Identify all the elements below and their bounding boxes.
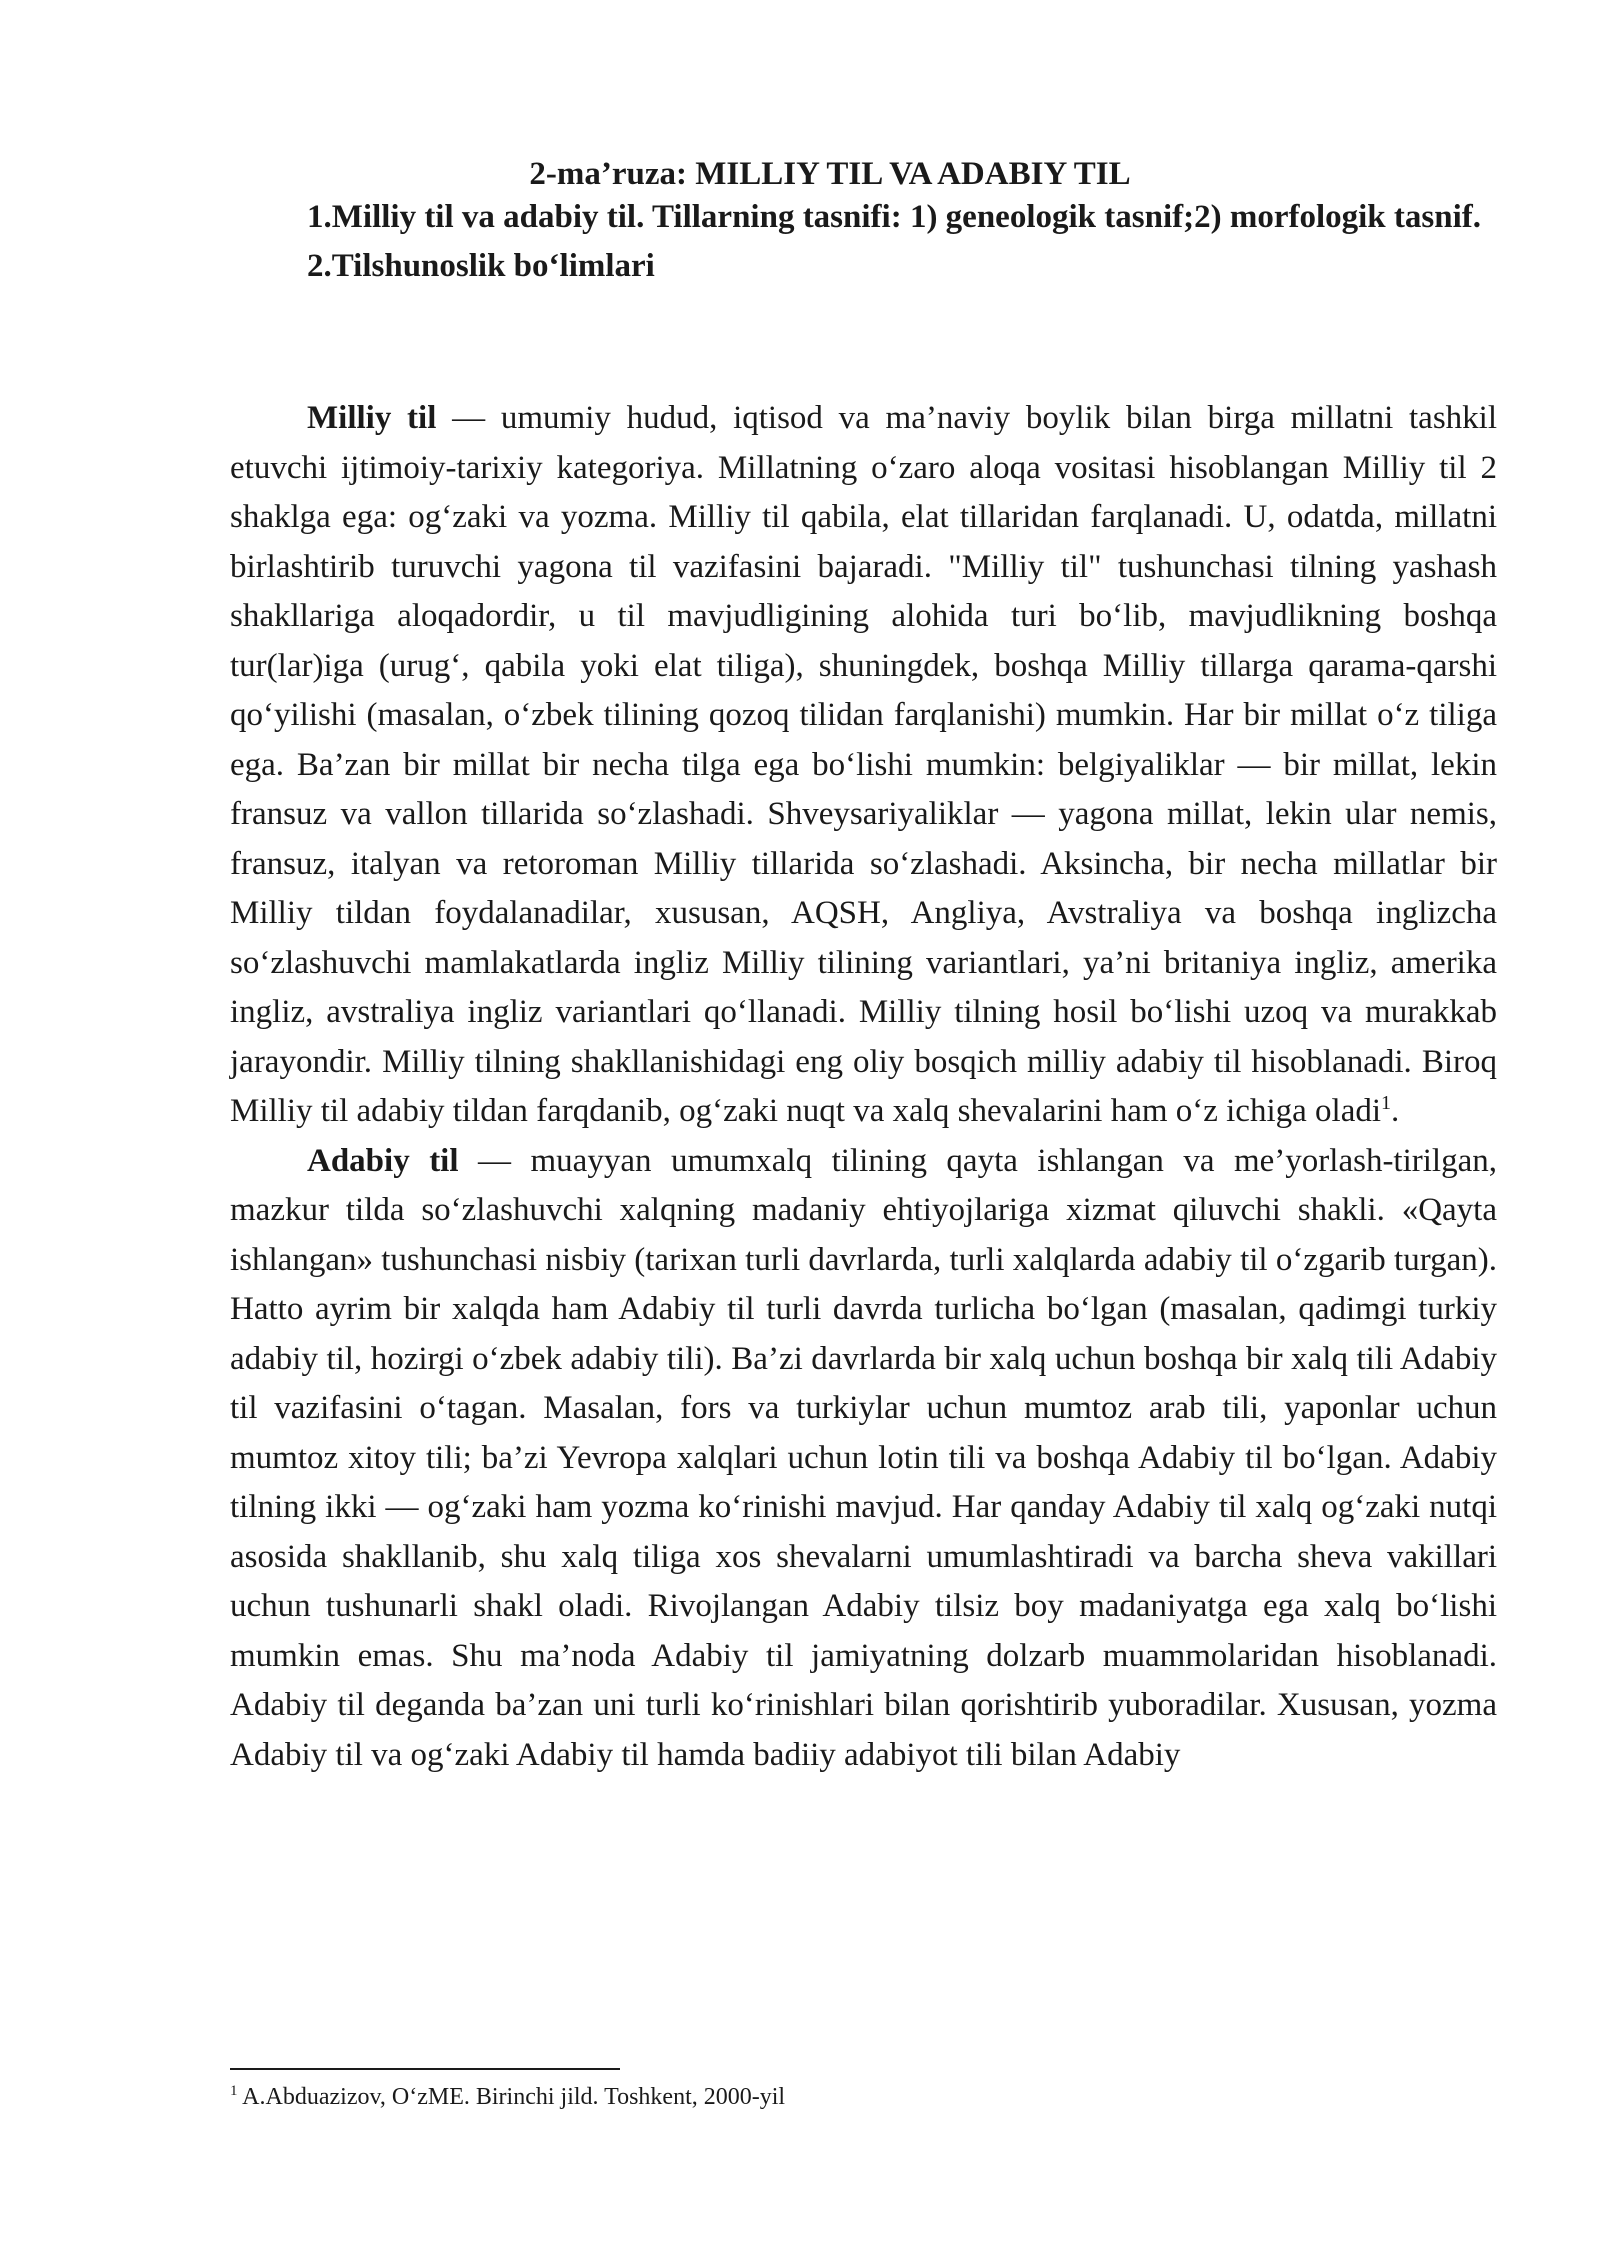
topic-item-2: 2.Tilshunoslik bo‘limlari <box>307 248 655 284</box>
footnote-text: A.Abduazizov, O‘zME. Birinchi jild. Toshkent, 2000-yil <box>237 2084 786 2110</box>
term-adabiy-til: Adabiy til <box>307 1142 459 1179</box>
document-body <box>230 394 1497 1780</box>
footnote-separator <box>230 2068 620 2070</box>
footnote-reference[interactable]: 1 <box>1381 1092 1392 1114</box>
paragraph-adabiy-til <box>230 1137 1497 1781</box>
footnote <box>230 2082 1500 2112</box>
paragraph-text: — muayyan umumxalq tilining qayta ishlangan va me’yorlash-tirilgan, mazkur tilda so‘zlashuvchi xalqning madaniy ehtiyojlariga xizmat qiluvchi shakli. «Qayta ishlangan» tushunchasi nisbiy (tarixan turli davrlarda, turli xalqlarda adabiy til o‘zgarib turgan). Hatto ayrim bir xalqda ham Adabiy til turli davrda turlicha bo‘lgan (masalan, qadimgi turkiy adabiy til, hozirgi o‘zbek adabiy tili). Ba’zi davrlarda bir xalq uchun boshqa bir xalq tili Adabiy til vazifasini o‘tagan. Masalan, fors va turkiylar uchun mumtoz arab tili, yaponlar uchun mumtoz xitoy tili; ba’zi Yevropa xalqlari uchun lotin tili va boshqa Adabiy til bo‘lgan. Adabiy tilning ikki — og‘zaki ham yozma ko‘rinishi mavjud. Har qanday Adabiy til xalq og‘zaki nutqi asosida shakllanib, shu xalq tiliga xos shevalarni umumlashtiradi va barcha sheva vakillari uchun tushunarli shakl oladi. Rivojlangan Adabiy tilsiz boy madaniyatga ega xalq bo‘lishi mumkin emas. Shu ma’noda Adabiy til jamiyatning dolzarb muammolaridan hisoblanadi. Adabiy til deganda ba’zan uni turli ko‘rinishlari bilan qorishtirib yuboradilar. Xususan, yozma Adabiy til va og‘zaki Adabiy til hamda badiiy adabiyot tili bilan Adabiy <box>230 1142 1497 1773</box>
footnote-marker: 1 <box>230 2083 238 2099</box>
topic-item-1: 1.Milliy til va adabiy til. Tillarning tasnifi: 1) geneologik tasnif;2) morfologik tasnif. <box>307 199 1481 235</box>
paragraph-text: — umumiy hudud, iqtisod va ma’naviy boylik bilan birga millatni tashkil etuvchi ijtimoiy-tarixiy kategoriya. Millatning o‘zaro aloqa vositasi hisoblangan Milliy til 2 shaklga ega: og‘zaki va yozma. Milliy til qabila, elat tillaridan farqlanadi. U, odatda, millatni birlashtirib turuvchi yagona til vazifasini bajaradi. "Milliy til" tushunchasi tilning yashash shakllariga aloqadordir, u til mavjudligining alohida turi bo‘lib, mavjudlikning boshqa tur(lar)iga (urug‘, qabila yoki elat tiliga), shuningdek, boshqa Milliy tillarga qarama-qarshi qo‘yilishi (masalan, o‘zbek tilining qozoq tilidan farqlanishi) mumkin. Har bir millat o‘z tiliga ega. Ba’zan bir millat bir necha tilga ega bo‘lishi mumkin: belgiyaliklar — bir millat, lekin fransuz va vallon tillarida so‘zlashadi. Shveysariyaliklar — yagona millat, lekin ular nemis, fransuz, italyan va retoroman Milliy tillarida so‘zlashadi. Aksincha, bir necha millatlar bir Milliy tildan foydalanadilar, xususan, AQSH, Angliya, Avstraliya va boshqa inglizcha so‘zlashuvchi mamlakatlarda ingliz Milliy tilining variantlari, ya’ni britaniya ingliz, amerika ingliz, avstraliya ingliz variantlari qo‘llanadi. Milliy tilning hosil bo‘lishi uzoq va murakkab jarayondir. Milliy tilning shakllanishidagi eng oliy bosqich milliy adabiy til hisoblanadi. Biroq Milliy til adabiy tildan farqdanib, og‘zaki nuqt va xalq shevalarini ham o‘z ichiga oladi <box>230 400 1497 1129</box>
lecture-topics <box>230 193 1500 291</box>
paragraph-tail: . <box>1391 1093 1400 1129</box>
lecture-title: 2-ma’ruza: MILLIY TIL VA ADABIY TIL <box>529 156 1131 192</box>
term-milliy-til: Milliy til <box>307 400 437 436</box>
paragraph-milliy-til <box>230 394 1497 1137</box>
